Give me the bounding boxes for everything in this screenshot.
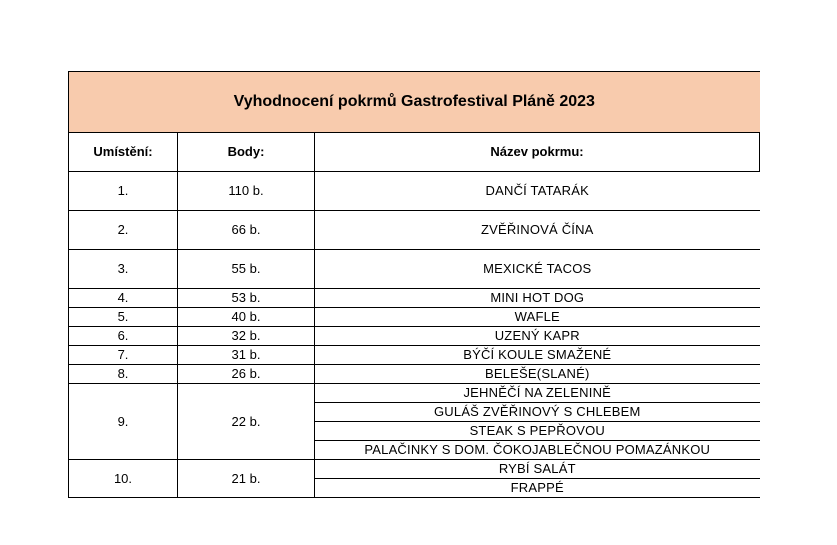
points-cell: 31 b. <box>178 346 315 365</box>
points-cell: 110 b. <box>178 172 315 211</box>
table-row <box>69 384 760 403</box>
points-cell: 55 b. <box>178 250 315 289</box>
table-row <box>69 346 760 365</box>
title-row <box>69 72 760 133</box>
results-table <box>68 71 760 498</box>
table-row <box>69 172 760 211</box>
place-cell: 3. <box>69 250 178 289</box>
place-cell: 7. <box>69 346 178 365</box>
place-cell: 2. <box>69 211 178 250</box>
dish-cell: MINI HOT DOG <box>315 289 760 308</box>
dish-cell: WAFLE <box>315 308 760 327</box>
table-row <box>69 460 760 479</box>
place-cell: 10. <box>69 460 178 498</box>
dish-cell: UZENÝ KAPR <box>315 327 760 346</box>
points-cell: 26 b. <box>178 365 315 384</box>
header-place: Umístění: <box>69 133 178 172</box>
header-points: Body: <box>178 133 315 172</box>
points-cell: 53 b. <box>178 289 315 308</box>
table-row <box>69 308 760 327</box>
dish-cell: JEHNĚČÍ NA ZELENINĚ <box>315 384 760 403</box>
table-row <box>69 289 760 308</box>
dish-cell: STEAK S PEPŘOVOU <box>315 422 760 441</box>
dish-cell: DANČÍ TATARÁK <box>315 172 760 211</box>
points-cell: 40 b. <box>178 308 315 327</box>
table-row <box>69 365 760 384</box>
dish-cell: PALAČINKY S DOM. ČOKOJABLEČNOU POMAZÁNKOU <box>315 441 760 460</box>
place-cell: 8. <box>69 365 178 384</box>
header-dish: Název pokrmu: <box>315 133 760 172</box>
place-cell: 5. <box>69 308 178 327</box>
points-cell: 21 b. <box>178 460 315 498</box>
points-cell: 66 b. <box>178 211 315 250</box>
header-row <box>69 133 760 172</box>
table-row <box>69 327 760 346</box>
points-cell: 22 b. <box>178 384 315 460</box>
place-cell: 6. <box>69 327 178 346</box>
dish-cell: BÝČÍ KOULE SMAŽENÉ <box>315 346 760 365</box>
dish-cell: ZVĚŘINOVÁ ČÍNA <box>315 211 760 250</box>
place-cell: 4. <box>69 289 178 308</box>
dish-cell: FRAPPÉ <box>315 479 760 498</box>
dish-cell: MEXICKÉ TACOS <box>315 250 760 289</box>
dish-cell: BELEŠE(SLANÉ) <box>315 365 760 384</box>
table-title: Vyhodnocení pokrmů Gastrofestival Pláně 2023 <box>69 72 760 133</box>
dish-cell: RYBÍ SALÁT <box>315 460 760 479</box>
table-row <box>69 211 760 250</box>
place-cell: 9. <box>69 384 178 460</box>
table-row <box>69 250 760 289</box>
dish-cell: GULÁŠ ZVĚŘINOVÝ S CHLEBEM <box>315 403 760 422</box>
points-cell: 32 b. <box>178 327 315 346</box>
place-cell: 1. <box>69 172 178 211</box>
